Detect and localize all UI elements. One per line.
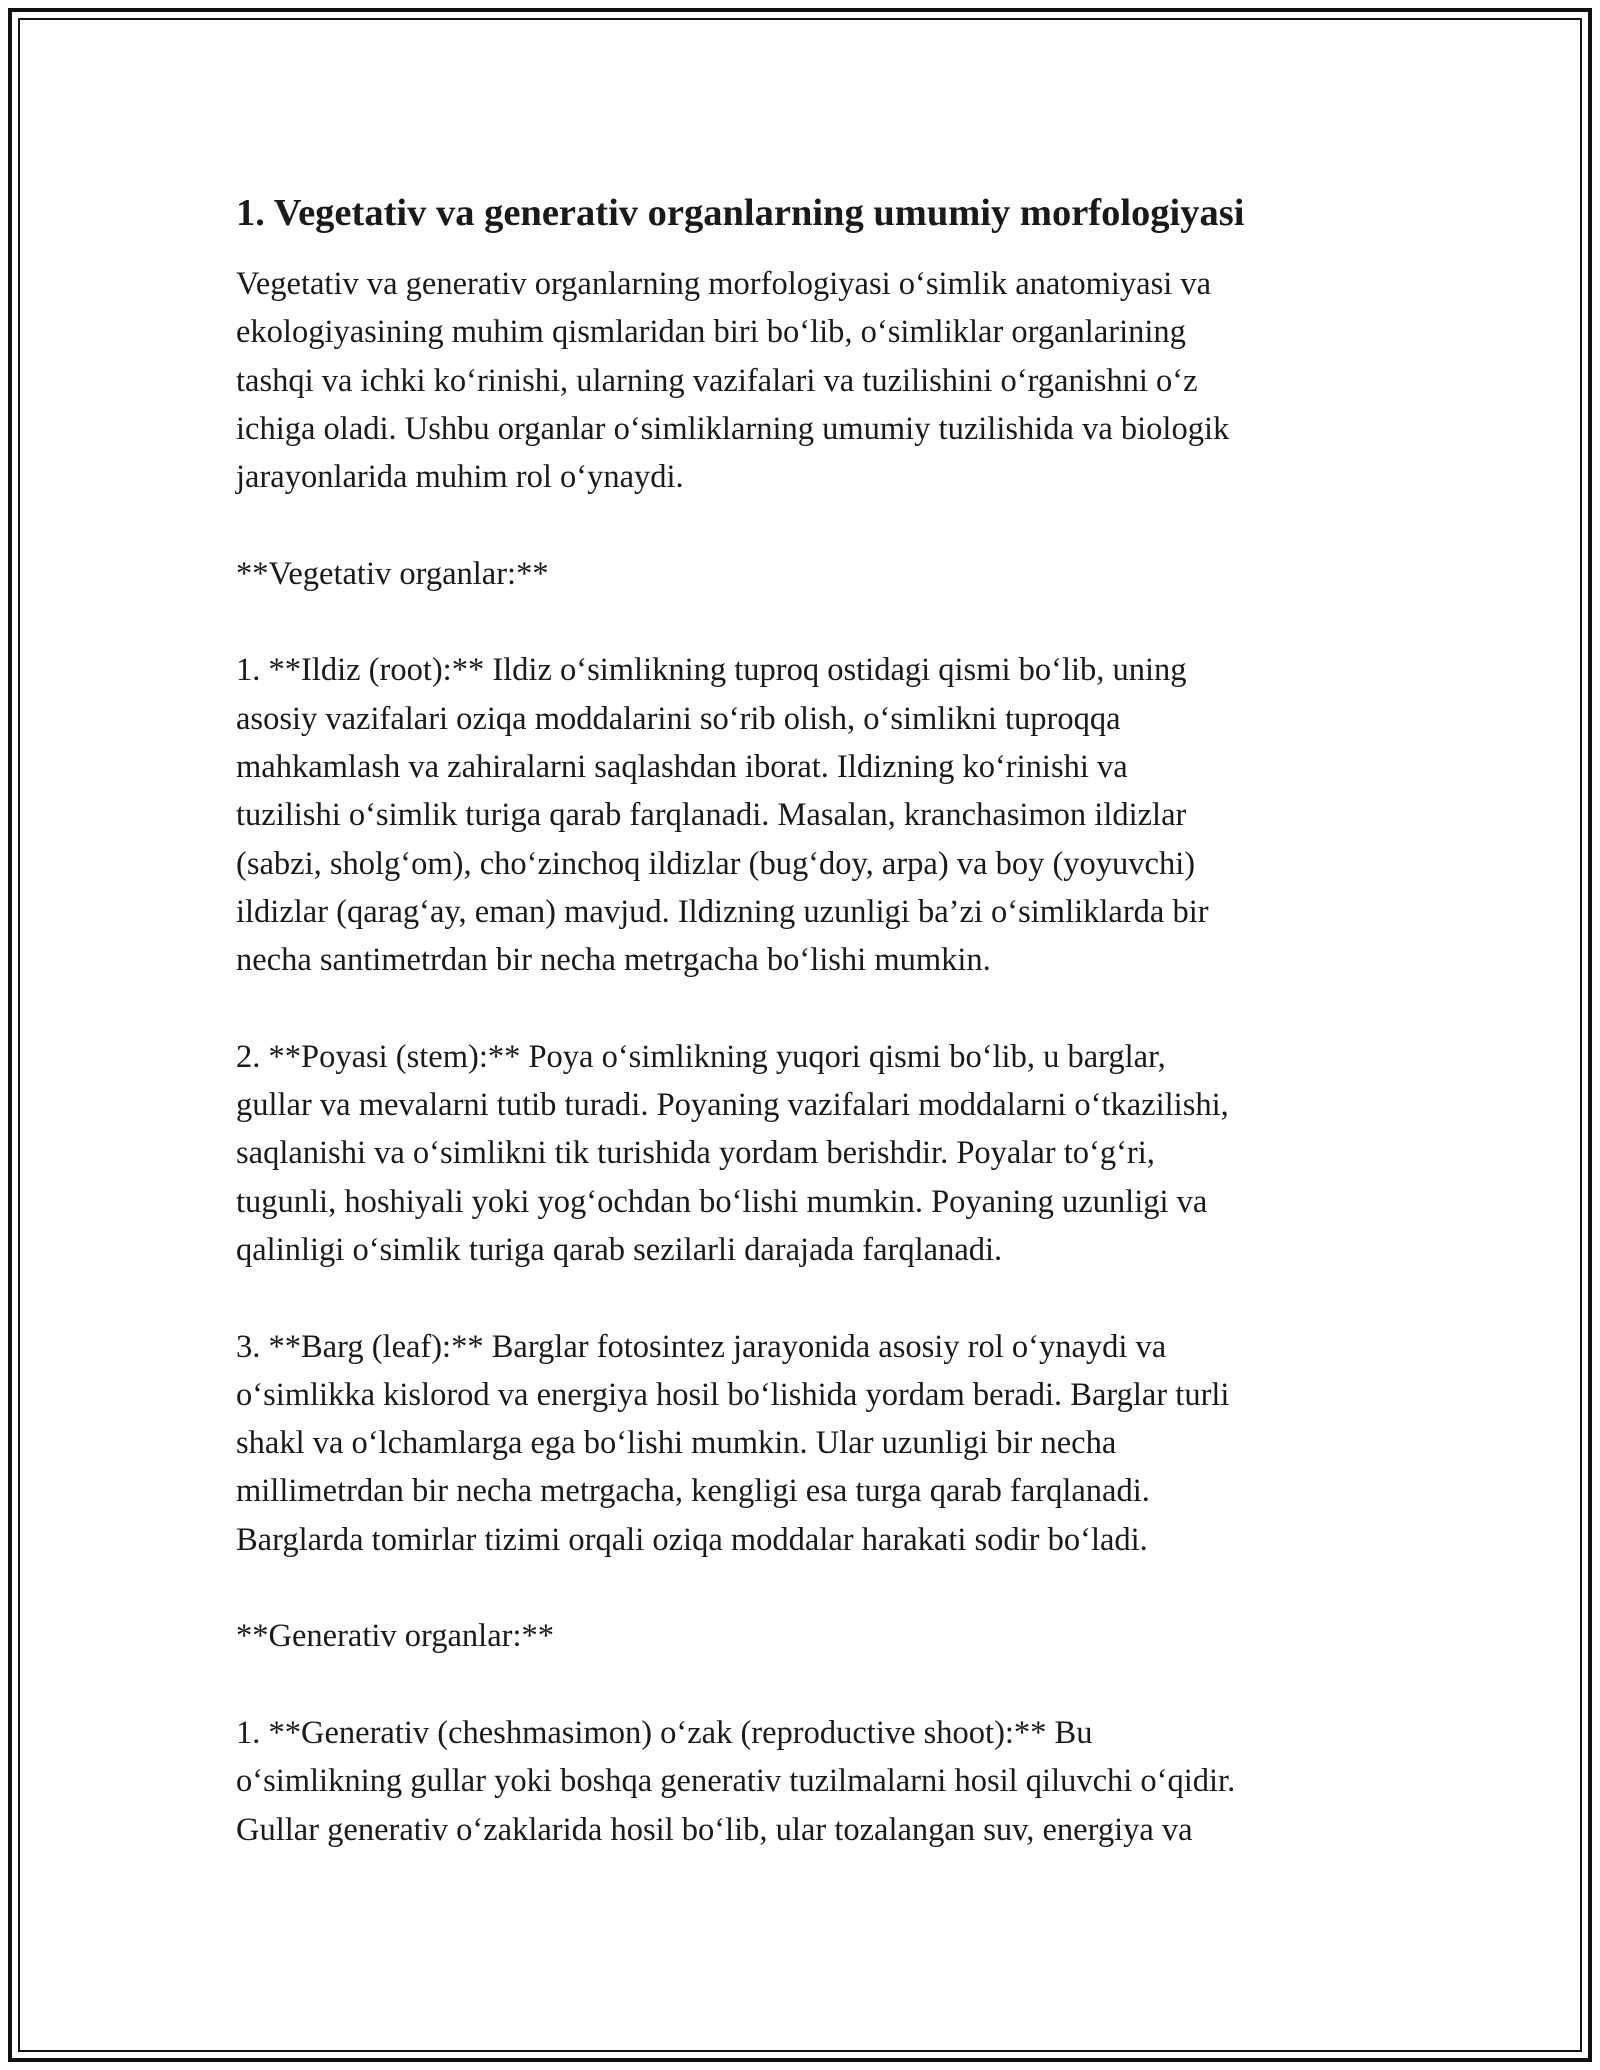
document-body [236,187,1386,1902]
stem-paragraph: 2. **Poyasi (stem):** Poya o‘simlikning yuqori qismi bo‘lib, u barglar, gullar va mevalarni tutib turadi. Poyaning vazifalari moddalarni o‘tkazilishi, saqlanishi va o‘simlikni tik turishida yordam berishdir. Poyalar to‘g‘ri, tugunli, hoshiyali yoki yog‘ochdan bo‘lishi mumkin. Poyaning uzunligi va qalinligi o‘simlik turiga qarab sezilarli darajada farqlanadi. [236,1038,1229,1268]
section-title: 1. Vegetativ va generativ organlarning umumiy morfologiyasi [236,192,1245,234]
reproductive-shoot-paragraph: 1. **Generativ (cheshmasimon) o‘zak (reproductive shoot):** Bu o‘simlikning gullar yoki boshqa generativ tuzilmalarni hosil qiluvchi o‘qidir. Gullar generativ o‘zaklarida hosil bo‘lib, ular tozalangan suv, energiya va [236,1714,1236,1848]
intro-paragraph: Vegetativ va generativ organlarning morfologiyasi o‘simlik anatomiyasi va ekologiyasining muhim qismlaridan biri bo‘lib, o‘simliklar organlarining tashqi va ichki ko‘rinishi, ularning vazifalari va tuzilishini o‘rganishni o‘z ichiga oladi. Ushbu organlar o‘simliklarning umumiy tuzilishida va biologik jarayonlarida muhim rol o‘ynaydi. [236,266,1230,496]
generative-organs-heading: **Generativ organlar:** [236,1618,554,1655]
leaf-paragraph: 3. **Barg (leaf):** Barglar fotosintez jarayonida asosiy rol o‘ynaydi va o‘simlikka kislorod va energiya hosil bo‘lishida yordam beradi. Barglar turli shakl va o‘lchamlarga ega bo‘lishi mumkin. Ular uzunligi bir necha millimetrdan bir necha metrgacha, kengligi esa turga qarab farqlanadi. Barglarda tomirlar tizimi orqali oziqa moddalar harakati sodir bo‘ladi. [236,1328,1230,1558]
root-paragraph: 1. **Ildiz (root):** Ildiz o‘simlikning tuproq ostidagi qismi bo‘lib, uning asosiy vazifalari oziqa moddalarini so‘rib olish, o‘simlikni tuproqqa mahkamlash va zahiralarni saqlashdan iborat. Ildizning ko‘rinishi va tuzilishi o‘simlik turiga qarab farqlanadi. Masalan, kranchasimon ildizlar (sabzi, sholg‘om), cho‘zinchoq ildizlar (bug‘doy, arpa) va boy (yoyuvchi) ildizlar (qarag‘ay, eman) mavjud. Ildizning uzunligi ba’zi o‘simliklarda bir necha santimetrdan bir necha metrgacha bo‘lishi mumkin. [236,652,1209,979]
vegetative-organs-heading: **Vegetativ organlar:** [236,555,549,592]
